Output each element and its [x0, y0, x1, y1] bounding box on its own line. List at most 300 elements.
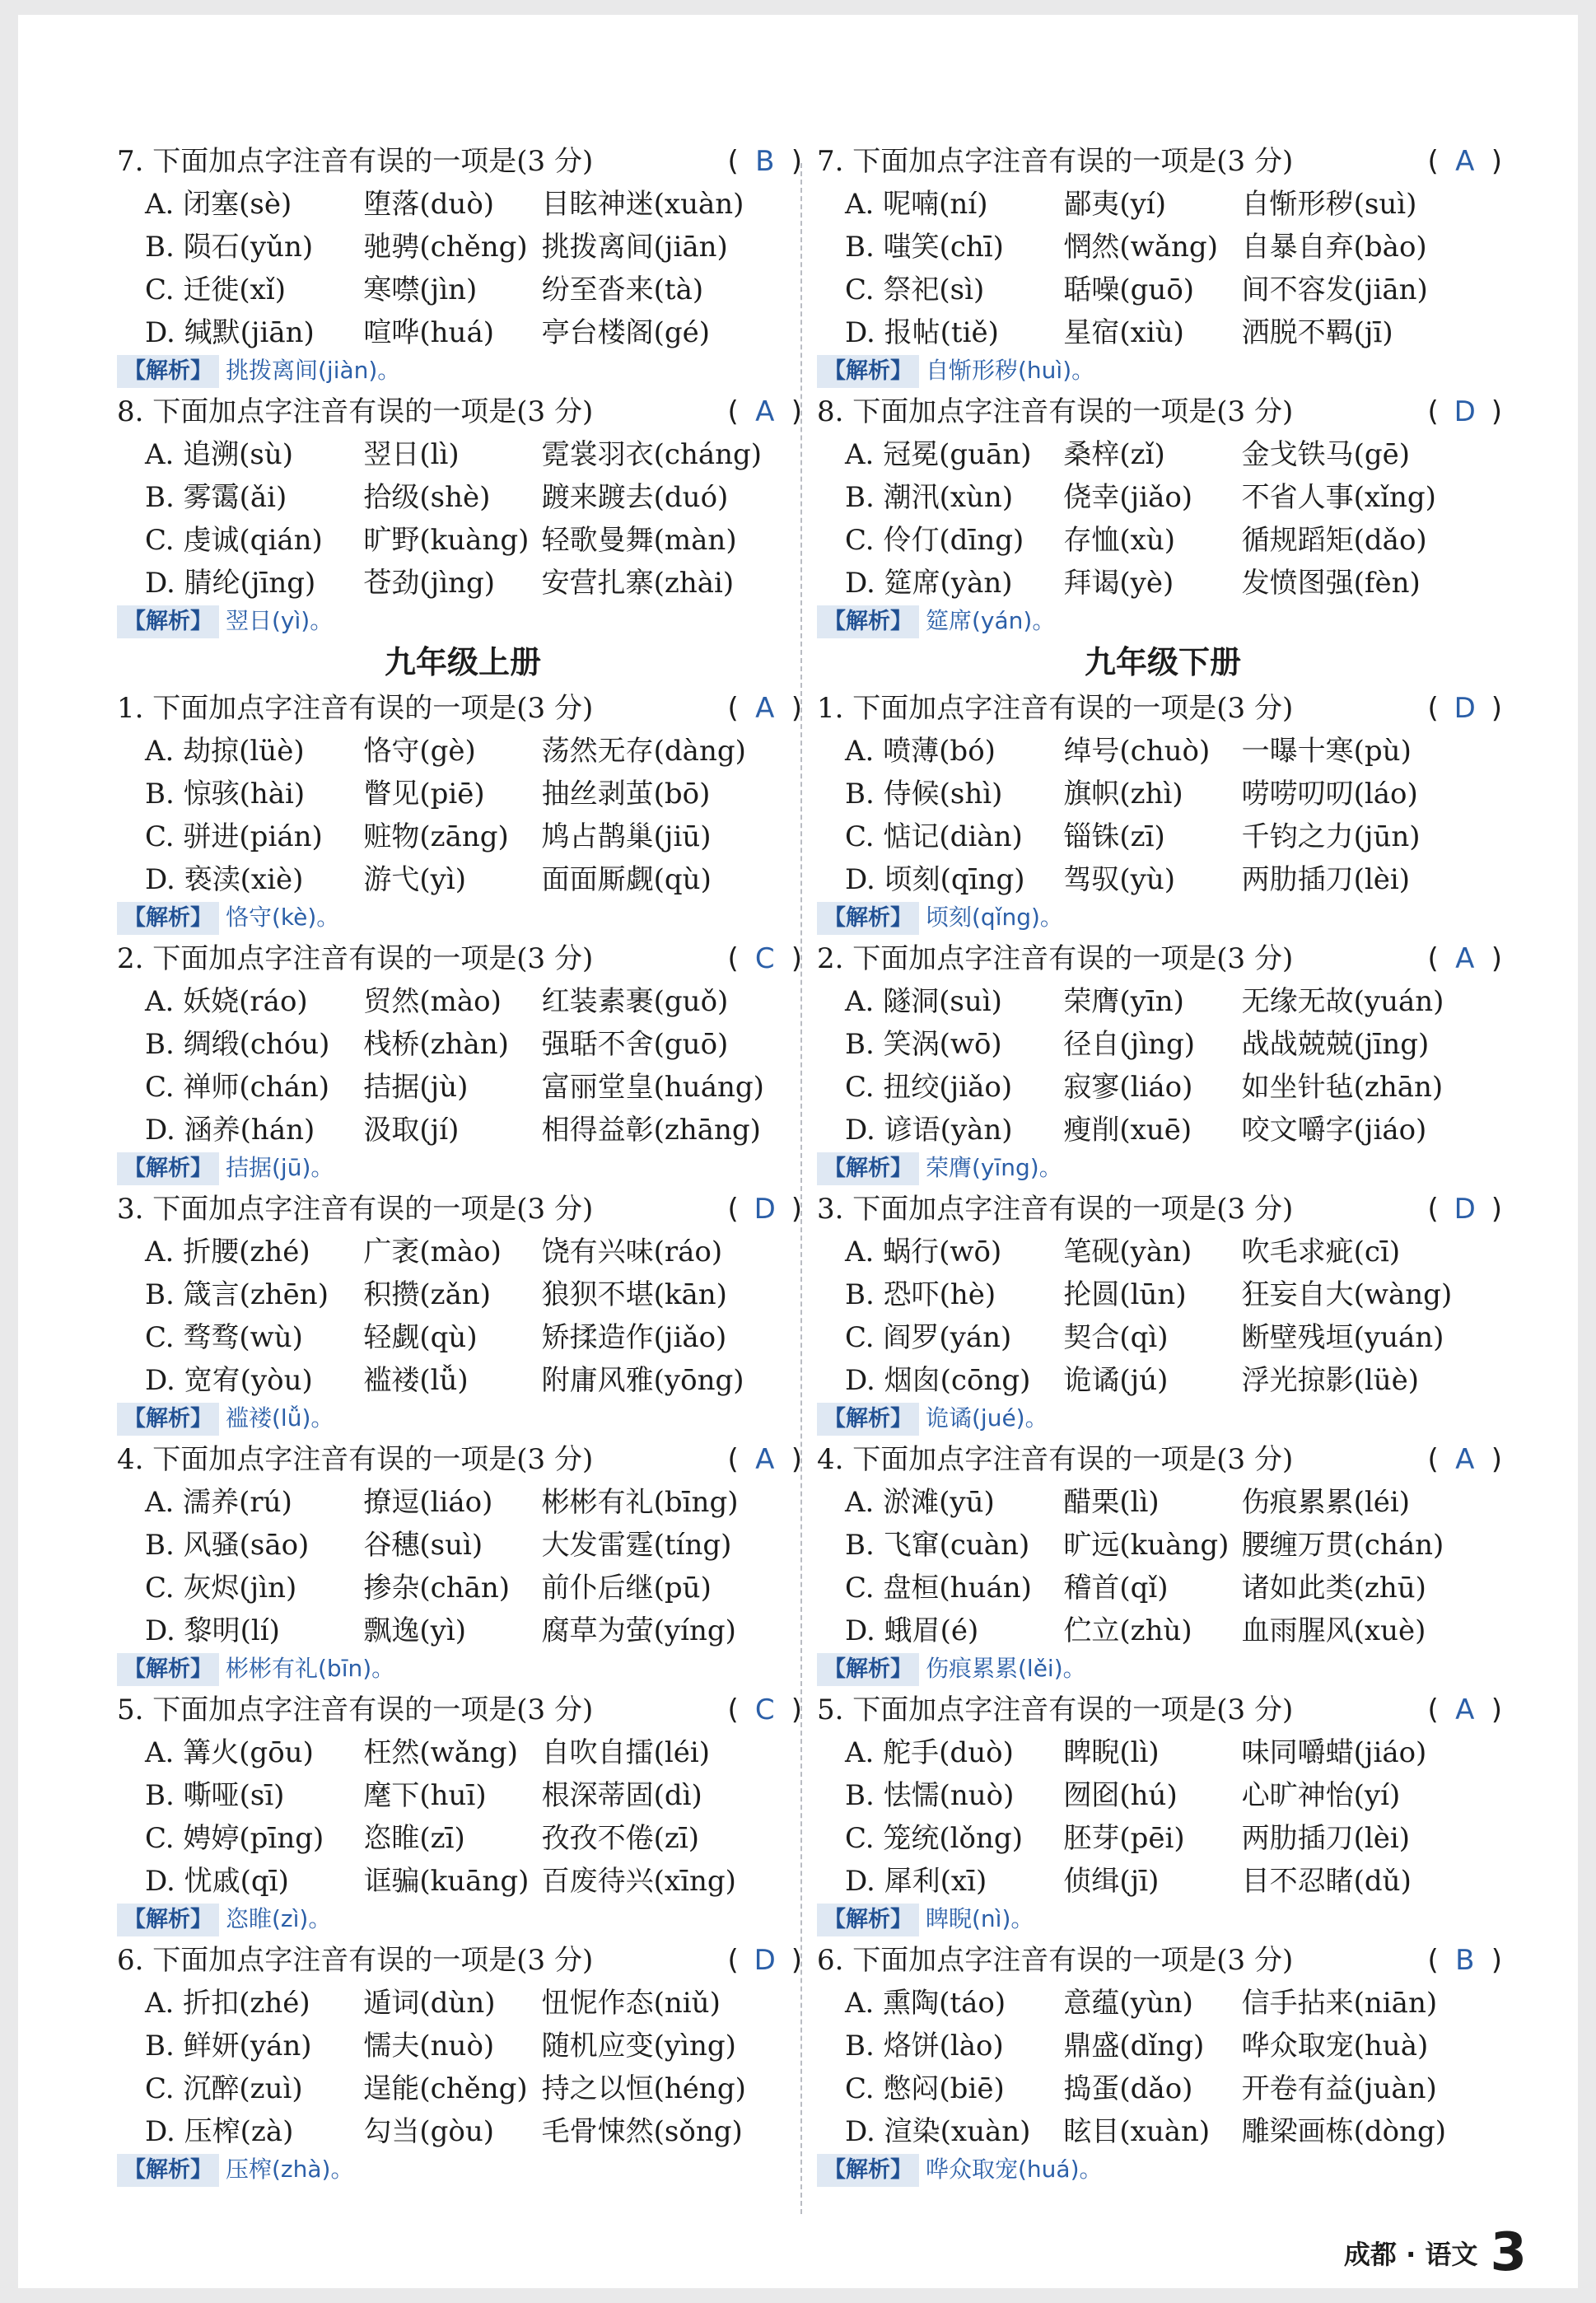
answer-paren-close: ): [1491, 1944, 1502, 1977]
question-text: 8. 下面加点字注音有误的一项是(3 分): [117, 395, 594, 428]
option-item: 强聒不舍(guō): [541, 1028, 729, 1061]
question-text: 1. 下面加点字注音有误的一项是(3 分): [817, 692, 1294, 725]
option-item: A. 妖娆(ráo): [145, 985, 308, 1018]
option-item: A. 濡养(rú): [145, 1486, 292, 1519]
analysis-line: [117, 605, 809, 641]
option-row: [117, 311, 809, 354]
analysis-line: [117, 1402, 809, 1438]
option-item: B. 潮汛(xùn): [845, 481, 1014, 514]
answer-paren-open: (: [727, 145, 739, 178]
option-item: 旷远(kuàng): [1063, 1529, 1230, 1562]
answer-paren-open: (: [1427, 1193, 1439, 1226]
option-item: 毛骨悚然(sǒng): [541, 2115, 743, 2148]
question-text: 8. 下面加点字注音有误的一项是(3 分): [817, 395, 1294, 428]
question-head: [117, 687, 809, 730]
option-row: [817, 1982, 1509, 2025]
question-text: 3. 下面加点字注音有误的一项是(3 分): [817, 1193, 1294, 1226]
analysis-text: 恣睢(zì)。: [226, 1905, 332, 1932]
option-item: 开卷有益(juàn): [1241, 2072, 1437, 2105]
option-row: [817, 562, 1509, 605]
option-item: 心旷神怡(yí): [1241, 1779, 1401, 1812]
option-row: [817, 1609, 1509, 1652]
answer-paren-open: (: [1427, 1944, 1439, 1977]
option-item: 醋栗(lì): [1063, 1486, 1160, 1519]
option-item: 饶有兴味(ráo): [541, 1236, 723, 1268]
question-text: 2. 下面加点字注音有误的一项是(3 分): [117, 942, 594, 975]
option-item: 寂寥(liáo): [1063, 1071, 1193, 1104]
option-item: 飘逸(yì): [363, 1614, 467, 1647]
section-title: 九年级下册: [1084, 644, 1241, 680]
option-item: 味同嚼蜡(jiáo): [1241, 1736, 1427, 1769]
question-head: [817, 140, 1509, 183]
answer-box: [1427, 1188, 1502, 1231]
option-item: A. 舵手(duò): [845, 1736, 1014, 1769]
option-row: [117, 1231, 809, 1273]
option-item: 血雨腥风(xuè): [1241, 1614, 1426, 1647]
option-row: [817, 519, 1509, 562]
option-item: 伤痕累累(léi): [1241, 1486, 1411, 1519]
option-item: 挑拨离间(jiān): [541, 231, 728, 264]
analysis-line: [117, 1152, 809, 1188]
option-item: 逞能(chěng): [363, 2072, 528, 2105]
analysis-tag: 【解析】: [117, 605, 219, 638]
option-item: 捣蛋(dǎo): [1063, 2072, 1193, 2105]
option-row: [817, 1273, 1509, 1316]
option-item: 伫立(zhù): [1063, 1614, 1192, 1647]
answer-box: [727, 937, 802, 980]
option-item: 掺杂(chān): [363, 1572, 511, 1605]
option-item: B. 雾霭(ǎi): [145, 481, 287, 514]
option-row: [117, 476, 809, 519]
option-item: C. 沉醉(zuì): [145, 2072, 303, 2105]
option-item: 信手拈来(niān): [1241, 1987, 1438, 2020]
option-item: 自暴自弃(bào): [1241, 231, 1427, 264]
option-item: 安营扎寨(zhài): [541, 567, 735, 600]
analysis-text: 恪守(kè)。: [226, 904, 340, 931]
answer-paren-close: ): [1491, 1443, 1502, 1476]
analysis-line: [817, 1402, 1509, 1438]
option-item: A. 熏陶(táo): [845, 1987, 1006, 2020]
option-item: D. 涵养(hán): [145, 1114, 315, 1147]
answer-paren-close: ): [1491, 395, 1502, 428]
option-item: 撩逗(liáo): [363, 1486, 493, 1519]
option-item: D. 谚语(yàn): [845, 1114, 1013, 1147]
option-row: [117, 1273, 809, 1316]
question-block: [117, 1689, 809, 1939]
option-item: 桑梓(zǐ): [1063, 438, 1165, 471]
option-row: [817, 1023, 1509, 1066]
answer-box: [727, 390, 802, 433]
option-item: 吹毛求疵(cī): [1241, 1236, 1401, 1268]
option-item: A. 篝火(gōu): [145, 1736, 314, 1769]
option-item: 游弋(yì): [363, 863, 467, 896]
question-block: [117, 390, 809, 638]
answer-paren-open: (: [727, 1693, 739, 1726]
option-item: D. 犀利(xī): [845, 1865, 987, 1898]
option-item: 目眩神迷(xuàn): [541, 188, 744, 221]
option-item: 笔砚(yàn): [1063, 1236, 1192, 1268]
option-row: [117, 226, 809, 269]
option-item: 目不忍睹(dǔ): [1241, 1865, 1412, 1898]
answer-box: [1427, 1438, 1502, 1481]
option-item: 诸如此类(zhū): [1241, 1572, 1426, 1605]
option-item: 贸然(mào): [363, 985, 502, 1018]
option-item: 如坐针毡(zhān): [1241, 1071, 1444, 1104]
answer-letter: D: [1454, 1193, 1476, 1226]
analysis-line: [817, 1152, 1509, 1188]
question-head: [817, 390, 1509, 433]
analysis-text: 荣膺(yīng)。: [926, 1154, 1062, 1181]
answer-paren-close: ): [1491, 1693, 1502, 1726]
analysis-text: 彬彬有礼(bīn)。: [226, 1655, 395, 1682]
option-item: 持之以恒(héng): [541, 2072, 746, 2105]
question-block: [117, 140, 809, 390]
analysis-text: 哗众取宠(huá)。: [926, 2156, 1103, 2183]
option-item: C. 扭绞(jiǎo): [845, 1071, 1013, 1104]
option-item: 鼎盛(dǐng): [1063, 2030, 1205, 2062]
analysis-line: [817, 2153, 1509, 2189]
option-item: 一曝十寒(pù): [1241, 735, 1412, 768]
question-block: [817, 1188, 1509, 1438]
answer-box: [727, 140, 802, 183]
option-item: 囫囵(hú): [1063, 1779, 1178, 1812]
option-row: [817, 2025, 1509, 2067]
analysis-text: 自惭形秽(huì)。: [926, 357, 1095, 384]
answer-letter: D: [754, 1944, 776, 1977]
option-row: [817, 730, 1509, 773]
option-row: [117, 269, 809, 311]
option-item: A. 淤滩(yū): [845, 1486, 995, 1519]
option-item: C. 伶仃(dīng): [845, 524, 1024, 557]
option-item: 麾下(huī): [363, 1779, 487, 1812]
option-row: [117, 1609, 809, 1652]
option-item: 鄙夷(yí): [1063, 188, 1167, 221]
analysis-line: [817, 1652, 1509, 1689]
option-item: 间不容发(jiān): [1241, 273, 1428, 306]
answer-paren-close: ): [791, 145, 802, 178]
option-item: A. 喷薄(bó): [845, 735, 996, 768]
option-item: 赃物(zāng): [363, 820, 509, 853]
analysis-text: 睥睨(nì)。: [926, 1905, 1034, 1932]
option-row: [817, 2110, 1509, 2153]
answer-paren-open: (: [1427, 1693, 1439, 1726]
analysis-text: 褴褛(lǚ)。: [226, 1404, 334, 1432]
option-row: [817, 815, 1509, 858]
option-item: B. 怯懦(nuò): [845, 1779, 1015, 1812]
option-item: 断壁残垣(yuán): [1241, 1321, 1444, 1354]
option-item: B. 嘶哑(sī): [145, 1779, 285, 1812]
option-item: 纷至沓来(tà): [541, 273, 704, 306]
option-item: 循规蹈矩(dǎo): [1241, 524, 1427, 557]
analysis-tag: 【解析】: [817, 605, 919, 638]
question-text: 6. 下面加点字注音有误的一项是(3 分): [817, 1944, 1294, 1977]
question-block: [817, 1438, 1509, 1689]
option-row: [117, 980, 809, 1023]
option-item: 根深蒂固(dì): [541, 1779, 702, 1812]
option-row: [817, 1481, 1509, 1524]
analysis-tag: 【解析】: [817, 2154, 919, 2187]
option-item: 存恤(xù): [1063, 524, 1175, 557]
option-row: [117, 1567, 809, 1609]
option-item: 广袤(mào): [363, 1236, 502, 1268]
option-item: 荣膺(yīn): [1063, 985, 1184, 1018]
option-item: B. 惊骇(hài): [145, 778, 306, 810]
answer-paren-open: (: [727, 1443, 739, 1476]
option-item: D. 报帖(tiě): [845, 316, 999, 349]
answer-letter: D: [754, 1193, 776, 1226]
option-item: B. 嗤笑(chī): [845, 231, 1004, 264]
answer-paren-close: ): [1491, 1193, 1502, 1226]
option-item: 寒噤(jìn): [363, 273, 478, 306]
question-block: [817, 937, 1509, 1188]
option-item: 拜谒(yè): [1063, 567, 1174, 600]
option-item: 翌日(lì): [363, 438, 460, 471]
answer-paren-open: (: [1427, 145, 1439, 178]
option-item: 踱来踱去(duó): [541, 481, 729, 514]
option-item: D. 亵渎(xiè): [145, 863, 304, 896]
option-row: [817, 1731, 1509, 1774]
answer-letter: D: [1454, 692, 1476, 725]
question-text: 5. 下面加点字注音有误的一项是(3 分): [117, 1693, 594, 1726]
right-column: [817, 140, 1509, 2189]
option-item: B. 风骚(sāo): [145, 1529, 310, 1562]
option-item: 诡谲(jú): [1063, 1364, 1169, 1397]
option-row: [817, 1359, 1509, 1402]
option-item: 侥幸(jiǎo): [1063, 481, 1193, 514]
question-block: [817, 1939, 1509, 2189]
answer-paren-close: ): [791, 1693, 802, 1726]
option-item: D. 宽宥(yòu): [145, 1364, 313, 1397]
question-block: [117, 937, 809, 1188]
answer-letter: D: [1454, 395, 1476, 428]
option-row: [817, 1524, 1509, 1567]
option-item: 红装素裹(guǒ): [541, 985, 729, 1018]
option-item: 百废待兴(xīng): [541, 1865, 736, 1898]
option-row: [117, 2025, 809, 2067]
option-row: [117, 1731, 809, 1774]
question-text: 4. 下面加点字注音有误的一项是(3 分): [117, 1443, 594, 1476]
option-item: C. 憋闷(biē): [845, 2072, 1005, 2105]
question-block: [817, 390, 1509, 638]
answer-letter: A: [1455, 1443, 1475, 1476]
question-head: [817, 937, 1509, 980]
option-row: [817, 183, 1509, 226]
option-item: 诓骗(kuāng): [363, 1865, 530, 1898]
answer-box: [727, 1188, 802, 1231]
option-item: 遁词(dùn): [363, 1987, 496, 2020]
analysis-line: [817, 1903, 1509, 1939]
analysis-tag: 【解析】: [117, 1653, 219, 1686]
analysis-tag: 【解析】: [117, 1152, 219, 1185]
option-item: 旗帜(zhì): [1063, 778, 1183, 810]
option-row: [117, 730, 809, 773]
question-text: 5. 下面加点字注音有误的一项是(3 分): [817, 1693, 1294, 1726]
option-item: 苍劲(jìng): [363, 567, 495, 600]
analysis-tag: 【解析】: [117, 1904, 219, 1936]
section-title: 九年级上册: [384, 644, 541, 680]
answer-paren-close: ): [791, 692, 802, 725]
option-row: [117, 858, 809, 901]
option-row: [117, 562, 809, 605]
option-item: 栈桥(zhàn): [363, 1028, 509, 1061]
option-item: 意蕴(yùn): [1063, 1987, 1193, 2020]
option-item: A. 冠冕(guān): [845, 438, 1032, 471]
option-row: [117, 1023, 809, 1066]
answer-letter: C: [754, 942, 775, 975]
option-row: [817, 1860, 1509, 1903]
option-item: 孜孜不倦(zī): [541, 1822, 699, 1855]
option-item: 不省人事(xǐng): [1241, 481, 1436, 514]
option-item: C. 灰烬(jìn): [145, 1572, 297, 1605]
analysis-tag: 【解析】: [817, 902, 919, 935]
answer-paren-open: (: [727, 1193, 739, 1226]
option-row: [817, 433, 1509, 476]
analysis-tag: 【解析】: [817, 1904, 919, 1936]
left-column: [117, 140, 809, 2189]
option-item: C. 迁徙(xǐ): [145, 273, 286, 306]
option-item: 驰骋(chěng): [363, 231, 528, 264]
question-head: [817, 687, 1509, 730]
option-item: B. 烙饼(lào): [845, 2030, 1004, 2062]
analysis-tag: 【解析】: [117, 1403, 219, 1436]
answer-letter: A: [755, 395, 775, 428]
option-row: [817, 1231, 1509, 1273]
option-row: [117, 1359, 809, 1402]
option-item: A. 折腰(zhé): [145, 1236, 310, 1268]
answer-letter: B: [755, 145, 775, 178]
option-item: 抡圆(lūn): [1063, 1278, 1187, 1311]
option-row: [117, 183, 809, 226]
analysis-text: 翌日(yì)。: [226, 607, 334, 634]
option-item: 轻歌曼舞(màn): [541, 524, 737, 557]
option-item: C. 娉婷(pīng): [145, 1822, 324, 1855]
answer-paren-open: (: [1427, 1443, 1439, 1476]
option-row: [817, 1316, 1509, 1359]
option-item: 雕梁画栋(dòng): [1241, 2115, 1447, 2148]
option-item: C. 骛骛(wù): [145, 1321, 303, 1354]
analysis-tag: 【解析】: [117, 2154, 219, 2187]
option-item: 褴褛(lǚ): [363, 1364, 469, 1397]
answer-paren-close: ): [1491, 942, 1502, 975]
option-item: A. 闭塞(sè): [145, 188, 292, 221]
option-item: B. 鲜妍(yán): [145, 2030, 312, 2062]
option-item: D. 压榨(zà): [145, 2115, 294, 2148]
analysis-line: [117, 1652, 809, 1689]
question-head: [817, 1939, 1509, 1982]
option-row: [117, 433, 809, 476]
analysis-tag: 【解析】: [117, 902, 219, 935]
analysis-text: 顷刻(qǐng)。: [926, 904, 1063, 931]
option-item: 抽丝剥茧(bō): [541, 778, 711, 810]
option-item: 唠唠叨叨(láo): [1241, 778, 1418, 810]
option-item: 千钧之力(jūn): [1241, 820, 1421, 853]
option-item: 惘然(wǎng): [1063, 231, 1218, 264]
option-item: C. 阎罗(yán): [845, 1321, 1012, 1354]
option-row: [817, 1817, 1509, 1860]
analysis-line: [117, 2153, 809, 2189]
option-item: B. 绸缎(chóu): [145, 1028, 330, 1061]
option-item: 侦缉(jī): [1063, 1865, 1160, 1898]
option-item: A. 隧洞(suì): [845, 985, 1002, 1018]
option-item: B. 侍候(shì): [845, 778, 1003, 810]
option-item: 哗众取宠(huà): [1241, 2030, 1429, 2062]
option-item: 腰缠万贯(chán): [1241, 1529, 1444, 1562]
option-row: [117, 1481, 809, 1524]
answer-box: [727, 1939, 802, 1982]
option-row: [817, 269, 1509, 311]
answer-paren-open: (: [727, 395, 739, 428]
option-item: 恪守(gè): [363, 735, 476, 768]
option-item: 两肋插刀(lèi): [1241, 863, 1411, 896]
question-block: [817, 687, 1509, 937]
answer-letter: A: [1455, 1693, 1475, 1726]
option-item: 荡然无存(dàng): [541, 735, 746, 768]
analysis-tag: 【解析】: [117, 355, 219, 388]
question-text: 3. 下面加点字注音有误的一项是(3 分): [117, 1193, 594, 1226]
answer-letter: A: [1455, 942, 1475, 975]
option-row: [817, 773, 1509, 815]
option-row: [817, 476, 1509, 519]
option-item: 狂妄自大(wàng): [1241, 1278, 1453, 1311]
option-item: C. 虔诚(qián): [145, 524, 323, 557]
option-item: 亭台楼阁(gé): [541, 316, 711, 349]
answer-letter: A: [755, 692, 775, 725]
question-head: [117, 1438, 809, 1481]
option-row: [817, 858, 1509, 901]
option-item: 浮光掠影(lüè): [1241, 1364, 1420, 1397]
option-item: 堕落(duò): [363, 188, 495, 221]
option-row: [117, 1774, 809, 1817]
question-head: [117, 1188, 809, 1231]
analysis-line: [117, 354, 809, 390]
option-row: [117, 1817, 809, 1860]
answer-box: [1427, 1689, 1502, 1731]
option-item: B. 恐吓(hè): [845, 1278, 996, 1311]
question-head: [117, 140, 809, 183]
option-item: 自吹自擂(léi): [541, 1736, 711, 1769]
option-item: A. 折扣(zhé): [145, 1987, 310, 2020]
option-item: A. 呢喃(ní): [845, 188, 988, 221]
option-item: 驾驭(yù): [1063, 863, 1176, 896]
option-item: 契合(qì): [1063, 1321, 1169, 1354]
option-item: C. 骈进(pián): [145, 820, 323, 853]
option-item: 自惭形秽(suì): [1241, 188, 1417, 221]
answer-paren-close: ): [1491, 145, 1502, 178]
analysis-text: 伤痕累累(lěi)。: [926, 1655, 1086, 1682]
option-item: 聒噪(guō): [1063, 273, 1195, 306]
option-item: C. 祭祀(sì): [845, 273, 985, 306]
answer-box: [1427, 687, 1502, 730]
question-head: [817, 1689, 1509, 1731]
option-item: C. 笼统(lǒng): [845, 1822, 1023, 1855]
option-item: 无缘无故(yuán): [1241, 985, 1444, 1018]
question-block: [117, 1188, 809, 1438]
analysis-line: [817, 354, 1509, 390]
option-item: 拮据(jù): [363, 1071, 469, 1104]
answer-paren-open: (: [727, 1944, 739, 1977]
option-item: A. 蜗行(wō): [845, 1236, 1002, 1268]
answer-paren-close: ): [791, 1443, 802, 1476]
option-item: 积攒(zǎn): [363, 1278, 492, 1311]
option-item: 鸠占鹊巢(jiū): [541, 820, 712, 853]
option-item: B. 陨石(yǔn): [145, 231, 314, 264]
option-item: 星宿(xiù): [1063, 316, 1184, 349]
question-head: [117, 937, 809, 980]
option-row: [817, 2067, 1509, 2110]
option-item: 随机应变(yìng): [541, 2030, 736, 2062]
option-item: 战战兢兢(jīng): [1241, 1028, 1430, 1061]
option-item: C. 盘桓(huán): [845, 1572, 1032, 1605]
